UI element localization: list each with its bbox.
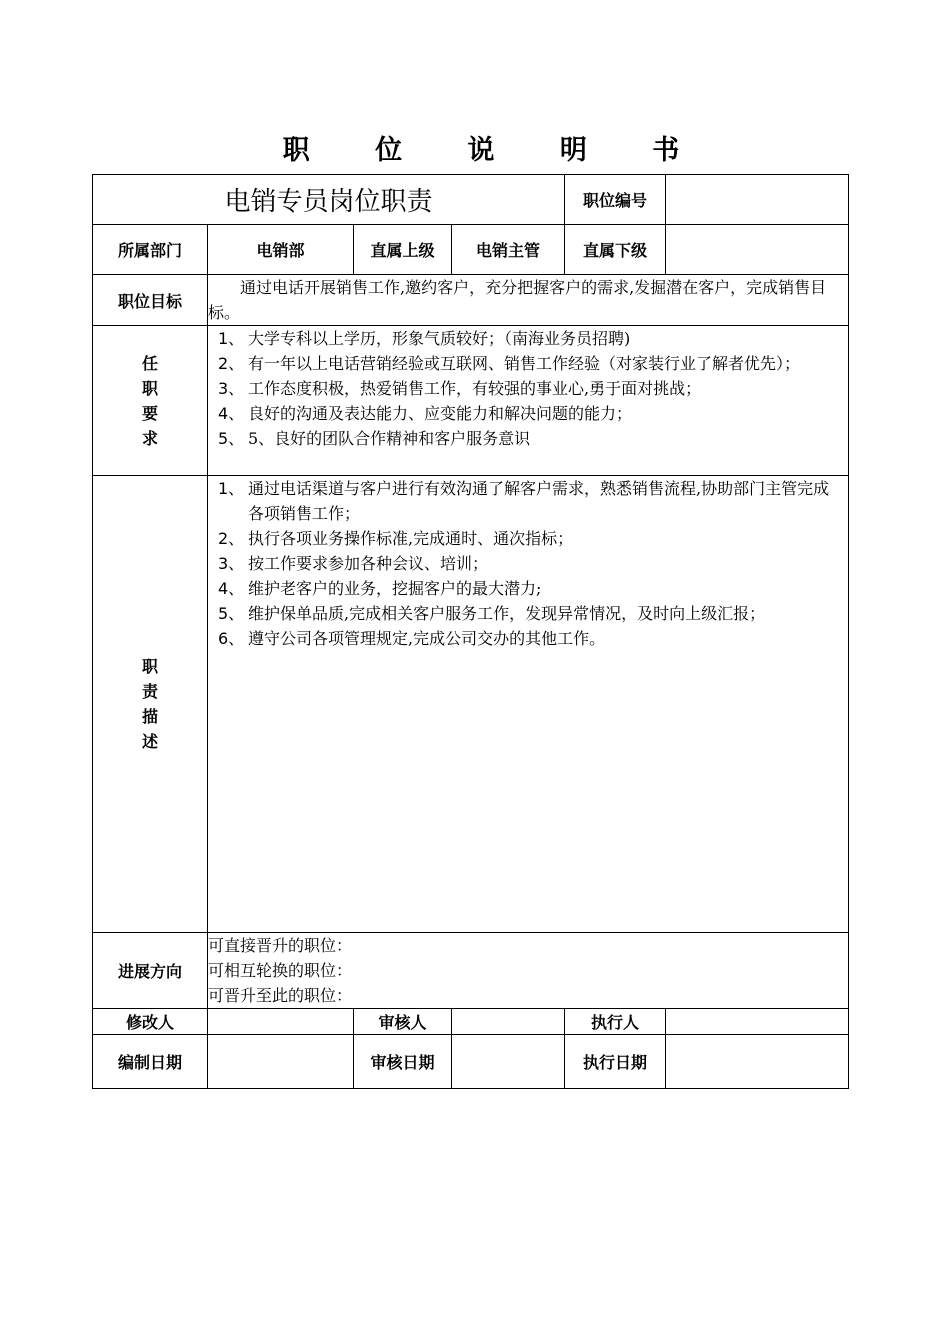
list-item bbox=[218, 376, 840, 401]
item-text: 有一年以上电话营销经验或互联网、销售工作经验（对家装行业了解者优先）； bbox=[248, 354, 801, 373]
career-line: 可相互轮换的职位： bbox=[208, 961, 353, 980]
row-signatures bbox=[93, 1009, 849, 1035]
row-position-title bbox=[93, 175, 849, 225]
label-goal: 职位目标 bbox=[93, 275, 208, 326]
label-reviewer: 审核人 bbox=[354, 1009, 452, 1035]
document-title: 职 位 说 明 书 bbox=[282, 135, 708, 166]
row-department bbox=[93, 225, 849, 275]
label-char: 职 bbox=[141, 657, 158, 676]
value-reviewer bbox=[452, 1009, 565, 1035]
label-executor: 执行人 bbox=[565, 1009, 666, 1035]
label-review-date: 审核日期 bbox=[354, 1035, 452, 1089]
list-item bbox=[218, 526, 840, 551]
row-goal bbox=[93, 275, 849, 326]
list-item bbox=[218, 326, 840, 351]
list-item bbox=[218, 351, 840, 376]
label-char: 责 bbox=[141, 682, 158, 701]
item-text: 遵守公司各项管理规定,完成公司交办的其他工作。 bbox=[248, 629, 606, 648]
value-executor bbox=[666, 1009, 849, 1035]
label-char: 任 bbox=[141, 353, 158, 373]
item-number: 5、 bbox=[218, 429, 245, 448]
value-subordinate bbox=[666, 225, 849, 275]
value-superior: 电销主管 bbox=[452, 225, 565, 275]
row-dates bbox=[93, 1035, 849, 1089]
label-subordinate: 直属下级 bbox=[565, 225, 666, 275]
row-requirements bbox=[93, 326, 849, 476]
label-exec-date: 执行日期 bbox=[565, 1035, 666, 1089]
label-char: 描 bbox=[141, 707, 158, 726]
item-text: 执行各项业务操作标准,完成通时、通次指标； bbox=[248, 529, 574, 548]
item-number: 4、 bbox=[218, 404, 245, 423]
item-number: 6、 bbox=[218, 629, 245, 648]
goal-text: 通过电话开展销售工作,邀约客户，充分把握客户的需求,发掘潜在客户，完成销售目标。 bbox=[208, 275, 849, 326]
label-department: 所属部门 bbox=[93, 225, 208, 275]
value-compile-date bbox=[208, 1035, 354, 1089]
value-modifier bbox=[208, 1009, 354, 1035]
value-department: 电销部 bbox=[208, 225, 354, 275]
list-item bbox=[218, 401, 840, 426]
label-duties bbox=[93, 476, 208, 933]
item-number: 2、 bbox=[218, 354, 245, 373]
label-superior: 直属上级 bbox=[354, 225, 452, 275]
item-text: 5、良好的团队合作精神和客户服务意识 bbox=[248, 429, 531, 448]
value-position-no bbox=[666, 175, 849, 225]
item-number: 1、 bbox=[218, 479, 245, 498]
list-item bbox=[218, 426, 840, 451]
item-text: 大学专科以上学历，形象气质较好；（南海业务员招聘) bbox=[248, 329, 631, 348]
requirements-cell bbox=[208, 326, 849, 476]
list-item bbox=[218, 626, 840, 651]
item-number: 2、 bbox=[218, 529, 245, 548]
item-text: 按工作要求参加各种会议、培训； bbox=[248, 554, 489, 573]
label-char: 要 bbox=[141, 403, 158, 423]
item-number: 3、 bbox=[218, 379, 245, 398]
list-item bbox=[218, 476, 840, 526]
label-char: 述 bbox=[141, 732, 158, 751]
label-career: 进展方向 bbox=[93, 933, 208, 1009]
label-compile-date: 编制日期 bbox=[93, 1035, 208, 1089]
label-char: 求 bbox=[141, 428, 158, 448]
item-number: 1、 bbox=[218, 329, 245, 348]
value-review-date bbox=[452, 1035, 565, 1089]
label-char: 职 bbox=[141, 378, 158, 398]
label-modifier: 修改人 bbox=[93, 1009, 208, 1035]
value-exec-date bbox=[666, 1035, 849, 1089]
item-text: 通过电话渠道与客户进行有效沟通了解客户需求，熟悉销售流程,协助部门主管完成各项销售工作； bbox=[248, 479, 830, 523]
item-text: 维护保单品质,完成相关客户服务工作，发现异常情况，及时向上级汇报； bbox=[248, 604, 766, 623]
career-cell bbox=[208, 933, 849, 1009]
item-text: 维护老客户的业务，挖掘客户的最大潜力; bbox=[248, 579, 542, 598]
career-line: 可直接晋升的职位： bbox=[208, 936, 353, 955]
label-requirements bbox=[93, 326, 208, 476]
row-career bbox=[93, 933, 849, 1009]
list-item bbox=[218, 601, 840, 626]
item-number: 5、 bbox=[218, 604, 245, 623]
duties-cell bbox=[208, 476, 849, 933]
duties-list bbox=[208, 476, 848, 651]
label-position-no: 职位编号 bbox=[565, 175, 666, 225]
row-duties bbox=[93, 476, 849, 933]
career-line: 可晋升至此的职位： bbox=[208, 986, 353, 1005]
position-title: 电销专员岗位职责 bbox=[93, 175, 565, 225]
item-number: 4、 bbox=[218, 579, 245, 598]
item-text: 工作态度积极，热爱销售工作，有较强的事业心,勇于面对挑战； bbox=[248, 379, 702, 398]
item-number: 3、 bbox=[218, 554, 245, 573]
job-description-table bbox=[92, 174, 849, 1089]
list-item bbox=[218, 551, 840, 576]
list-item bbox=[218, 576, 840, 601]
item-text: 良好的沟通及表达能力、应变能力和解决问题的能力； bbox=[248, 404, 633, 423]
requirements-list bbox=[208, 326, 848, 451]
